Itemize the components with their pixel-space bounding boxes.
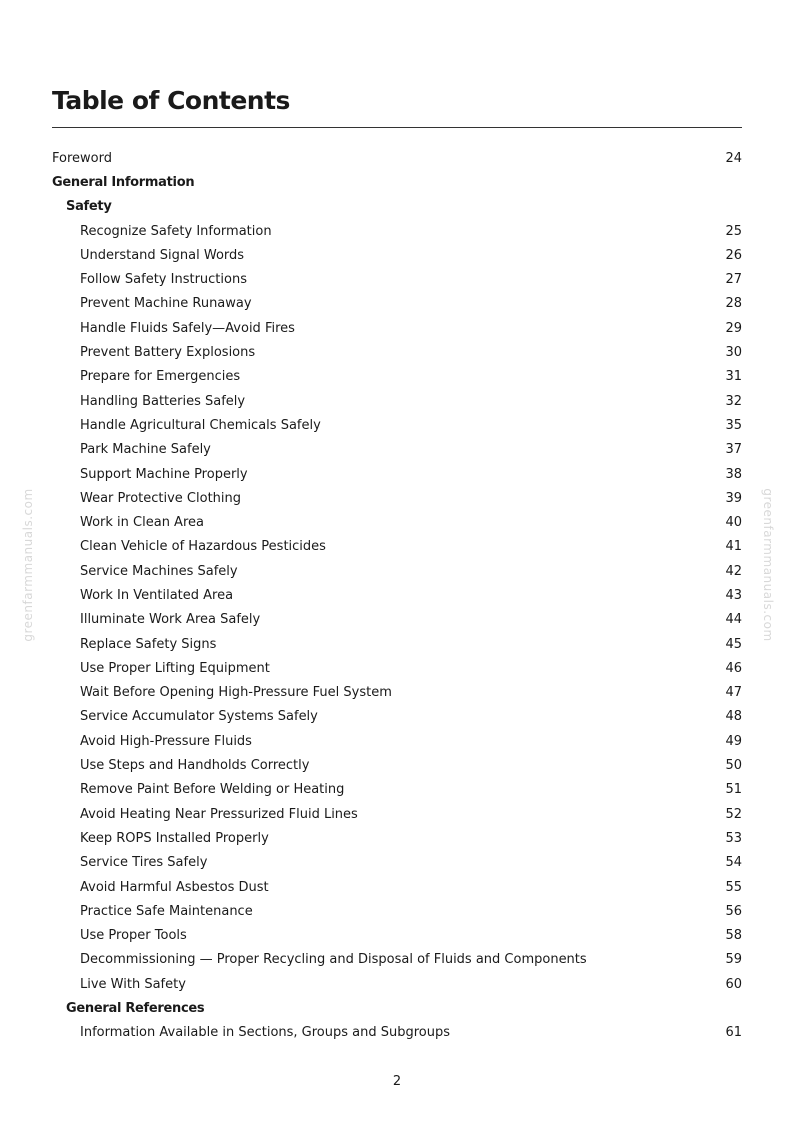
toc-entry-page: 37 bbox=[725, 442, 742, 458]
toc-entry[interactable] bbox=[52, 316, 742, 340]
toc-entry-label: Service Tires Safely bbox=[80, 855, 208, 871]
toc-entry-label: Use Proper Lifting Equipment bbox=[80, 660, 270, 676]
toc-entry-label: Remove Paint Before Welding or Heating bbox=[80, 782, 345, 798]
toc-entry-label: Handle Agricultural Chemicals Safely bbox=[80, 417, 321, 433]
toc-entry[interactable] bbox=[52, 875, 742, 899]
toc-entry-label: General References bbox=[66, 1001, 205, 1017]
toc-entry-page: 59 bbox=[725, 952, 742, 968]
toc-entry[interactable] bbox=[52, 292, 742, 316]
toc-entry[interactable] bbox=[52, 608, 742, 632]
toc-entry-page: 42 bbox=[725, 563, 742, 579]
toc-entry-label: Support Machine Properly bbox=[80, 466, 248, 482]
toc-entry-page: 58 bbox=[725, 928, 742, 944]
toc-entry-page: 32 bbox=[725, 393, 742, 409]
toc-entry-page: 40 bbox=[725, 515, 742, 531]
toc-entry-label: Prevent Machine Runaway bbox=[80, 296, 252, 312]
toc-entry-label: Practice Safe Maintenance bbox=[80, 903, 253, 919]
toc-entry-label: Replace Safety Signs bbox=[80, 636, 217, 652]
toc-entry[interactable] bbox=[52, 753, 742, 777]
toc-entry-label: Handle Fluids Safely—Avoid Fires bbox=[80, 320, 295, 336]
toc-entry-page: 48 bbox=[725, 709, 742, 725]
toc-entry[interactable] bbox=[52, 948, 742, 972]
toc-entry[interactable] bbox=[52, 510, 742, 534]
toc-entry-label: Foreword bbox=[52, 150, 112, 166]
toc-entry[interactable] bbox=[52, 851, 742, 875]
toc-entry[interactable] bbox=[52, 729, 742, 753]
toc-entry-label: Use Steps and Handholds Correctly bbox=[80, 758, 310, 774]
toc-entry-label: Service Accumulator Systems Safely bbox=[80, 709, 318, 725]
toc-entry-page: 61 bbox=[725, 1025, 742, 1041]
toc-entry-page: 35 bbox=[725, 417, 742, 433]
toc-entry-page: 53 bbox=[725, 830, 742, 846]
title-divider bbox=[52, 127, 742, 128]
toc-entry-label: Prepare for Emergencies bbox=[80, 369, 241, 385]
toc-entry-label: Safety bbox=[66, 199, 112, 215]
toc-entry-page: 25 bbox=[725, 223, 742, 239]
toc-entry[interactable] bbox=[52, 413, 742, 437]
toc-entry[interactable] bbox=[52, 389, 742, 413]
toc-entry[interactable] bbox=[52, 826, 742, 850]
toc-entry-label: General Information bbox=[52, 174, 195, 190]
table-of-contents bbox=[52, 146, 742, 1045]
toc-entry-page: 38 bbox=[725, 466, 742, 482]
toc-entry-page: 44 bbox=[725, 612, 742, 628]
toc-entry-label: Follow Safety Instructions bbox=[80, 272, 247, 288]
toc-entry[interactable] bbox=[52, 486, 742, 510]
toc-section-heading bbox=[52, 170, 742, 194]
toc-entry-page: 51 bbox=[725, 782, 742, 798]
toc-entry[interactable] bbox=[52, 219, 742, 243]
toc-entry-page: 46 bbox=[725, 660, 742, 676]
toc-entry[interactable] bbox=[52, 972, 742, 996]
toc-entry[interactable] bbox=[52, 681, 742, 705]
toc-entry-page: 54 bbox=[725, 855, 742, 871]
toc-entry[interactable] bbox=[52, 924, 742, 948]
toc-entry[interactable] bbox=[52, 559, 742, 583]
toc-entry[interactable] bbox=[52, 1021, 742, 1045]
toc-section-heading bbox=[52, 195, 742, 219]
toc-entry-page: 28 bbox=[725, 296, 742, 312]
watermark-left: greenfarmmanuals.com bbox=[21, 488, 35, 642]
toc-entry-label: Avoid Heating Near Pressurized Fluid Lines bbox=[80, 806, 358, 822]
page-title: Table of Contents bbox=[52, 86, 290, 115]
toc-entry-label: Park Machine Safely bbox=[80, 442, 211, 458]
toc-entry-label: Wear Protective Clothing bbox=[80, 490, 242, 506]
toc-entry-page: 24 bbox=[725, 150, 742, 166]
toc-entry-label: Information Available in Sections, Groups and Subgroups bbox=[80, 1025, 451, 1041]
toc-entry-label: Decommissioning — Proper Recycling and Disposal of Fluids and Components bbox=[80, 952, 587, 968]
toc-entry-page: 52 bbox=[725, 806, 742, 822]
toc-entry-page: 47 bbox=[725, 685, 742, 701]
toc-entry-label: Prevent Battery Explosions bbox=[80, 345, 256, 361]
toc-entry-page: 39 bbox=[725, 490, 742, 506]
toc-entry-page: 49 bbox=[725, 733, 742, 749]
toc-entry-label: Use Proper Tools bbox=[80, 928, 187, 944]
toc-entry-label: Illuminate Work Area Safely bbox=[80, 612, 261, 628]
toc-entry-page: 31 bbox=[725, 369, 742, 385]
toc-entry-label: Keep ROPS Installed Properly bbox=[80, 830, 269, 846]
toc-entry-label: Recognize Safety Information bbox=[80, 223, 272, 239]
toc-entry-page: 26 bbox=[725, 247, 742, 263]
page-number: 2 bbox=[392, 1074, 402, 1089]
toc-entry[interactable] bbox=[52, 583, 742, 607]
toc-entry[interactable] bbox=[52, 146, 742, 170]
toc-entry-page: 55 bbox=[725, 879, 742, 895]
toc-entry-page: 60 bbox=[725, 976, 742, 992]
toc-entry-page: 27 bbox=[725, 272, 742, 288]
toc-entry-page: 50 bbox=[725, 758, 742, 774]
toc-entry[interactable] bbox=[52, 705, 742, 729]
toc-entry[interactable] bbox=[52, 535, 742, 559]
toc-entry-label: Live With Safety bbox=[80, 976, 186, 992]
toc-entry-label: Service Machines Safely bbox=[80, 563, 238, 579]
toc-entry[interactable] bbox=[52, 365, 742, 389]
toc-entry-label: Wait Before Opening High-Pressure Fuel System bbox=[80, 685, 392, 701]
toc-entry[interactable] bbox=[52, 632, 742, 656]
toc-entry[interactable] bbox=[52, 656, 742, 680]
toc-entry-label: Clean Vehicle of Hazardous Pesticides bbox=[80, 539, 326, 555]
toc-entry-page: 30 bbox=[725, 345, 742, 361]
toc-entry-page: 45 bbox=[725, 636, 742, 652]
toc-entry-label: Work In Ventilated Area bbox=[80, 587, 234, 603]
toc-entry-page: 29 bbox=[725, 320, 742, 336]
watermark-right: greenfarmmanuals.com bbox=[761, 488, 775, 642]
toc-entry-label: Avoid Harmful Asbestos Dust bbox=[80, 879, 269, 895]
toc-entry-label: Avoid High-Pressure Fluids bbox=[80, 733, 252, 749]
toc-entry-label: Handling Batteries Safely bbox=[80, 393, 246, 409]
toc-entry[interactable] bbox=[52, 267, 742, 291]
toc-entry[interactable] bbox=[52, 462, 742, 486]
toc-entry-label: Work in Clean Area bbox=[80, 515, 204, 531]
toc-entry[interactable] bbox=[52, 438, 742, 462]
toc-entry[interactable] bbox=[52, 899, 742, 923]
toc-entry-page: 56 bbox=[725, 903, 742, 919]
toc-entry-page: 41 bbox=[725, 539, 742, 555]
toc-entry-page: 43 bbox=[725, 587, 742, 603]
toc-entry-label: Understand Signal Words bbox=[80, 247, 245, 263]
toc-section-heading bbox=[52, 996, 742, 1020]
toc-entry[interactable] bbox=[52, 802, 742, 826]
toc-entry[interactable] bbox=[52, 340, 742, 364]
toc-entry[interactable] bbox=[52, 778, 742, 802]
toc-entry[interactable] bbox=[52, 243, 742, 267]
